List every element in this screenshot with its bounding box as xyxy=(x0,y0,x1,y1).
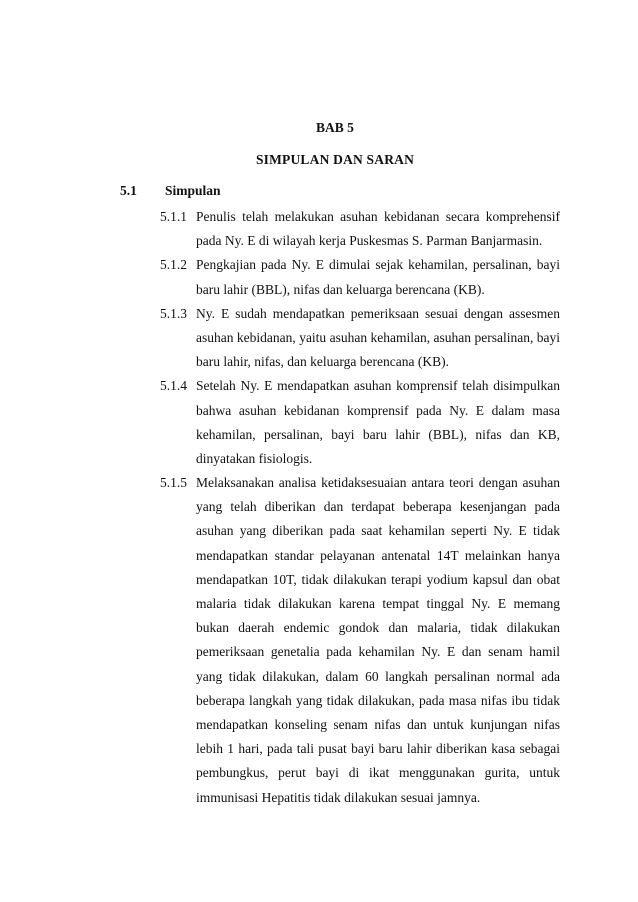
list-item-number: 5.1.1 xyxy=(160,209,187,224)
section-title: Simpulan xyxy=(165,183,221,198)
list-item-text-line: yang tidak dilakukan, dalam 60 langkah persalinan normal ada xyxy=(196,668,560,684)
list-item-text-line: mendapatkan standar pelayanan antenatal 14T melainkan hanya xyxy=(196,547,560,563)
list-item-text-line: pada Ny. E di wilayah kerja Puskesmas S. Parman Banjarmasin. xyxy=(196,233,543,249)
list-item-text-line: Melaksanakan analisa ketidaksesuaian antara teori dengan asuhan xyxy=(196,475,560,491)
list-item xyxy=(160,302,560,375)
list-item-text-line: Ny. E sudah mendapatkan pemeriksaan sesuai dengan assesmen xyxy=(196,305,560,321)
list-item xyxy=(160,471,560,810)
list-item-text-line: yang telah diberikan dan terdapat beberapa kesenjangan pada xyxy=(196,499,560,515)
list-item xyxy=(160,253,560,301)
list-item-text-line: dinyatakan fisiologis. xyxy=(196,450,313,466)
list-item-text-line: Penulis telah melakukan asuhan kebidanan secara komprehensif xyxy=(196,209,560,224)
list-item-text-line: lebih 1 hari, pada tali pusat bayi baru lahir diberikan kasa sebagai xyxy=(196,741,560,757)
conclusion-list xyxy=(160,205,560,810)
list-item-number: 5.1.3 xyxy=(160,305,187,321)
list-item xyxy=(160,205,560,253)
list-item-text-line: mendapatkan 10T, tidak dilakukan terapi yodium kapsul dan obat xyxy=(196,571,560,587)
list-item-text-line: mendapatkan konseling senam nifas dan untuk kunjungan nifas xyxy=(196,716,560,732)
list-item-text-line: immunisasi Hepatitis tidak dilakukan sesuai jamnya. xyxy=(196,789,481,805)
list-item-text-line: bahwa asuhan kebidanan komprensif pada Ny. E dalam masa xyxy=(196,402,560,418)
list-item-text-line: baru lahir, nifas, dan keluarga berencana (KB). xyxy=(196,354,449,370)
list-item-text-line: asuhan kebidanan, yaitu asuhan kehamilan, asuhan persalinan, bayi xyxy=(196,329,560,345)
list-item-text-line: baru lahir (BBL), nifas dan keluarga berencana (KB). xyxy=(196,281,485,297)
list-item-text-line: bukan daerah endemic gondok dan malaria, tidak dilakukan xyxy=(196,620,560,636)
list-item-text-line: pemeriksaan genetalia pada kehamilan Ny. E dan senam hamil xyxy=(196,644,560,660)
list-item-text-line: malaria tidak dilakukan karena tempat tinggal Ny. E memang xyxy=(196,596,560,611)
list-item-number: 5.1.4 xyxy=(160,378,187,394)
list-item-text-line: kehamilan, persalinan, bayi baru lahir (BBL), nifas dan KB, xyxy=(196,426,560,442)
list-item-text-line: pembungkus, perut bayi di ikat menggunakan gurita, untuk xyxy=(196,765,560,781)
chapter-number: BAB 5 xyxy=(316,120,354,135)
list-item-text-line: Setelah Ny. E mendapatkan asuhan komprensif telah disimpulkan xyxy=(196,378,560,394)
section-number: 5.1 xyxy=(120,183,137,198)
list-item xyxy=(160,374,560,471)
list-item-text-line: asuhan yang diberikan pada saat kehamilan seperti Ny. E tidak xyxy=(196,523,560,539)
chapter-title: SIMPULAN DAN SARAN xyxy=(255,152,415,167)
list-item-number: 5.1.5 xyxy=(160,475,187,491)
list-item-number: 5.1.2 xyxy=(160,257,187,273)
list-item-text-line: Pengkajian pada Ny. E dimulai sejak kehamilan, persalinan, bayi xyxy=(196,257,560,273)
list-item-text-line: beberapa langkah yang tidak dilakukan, pada masa nifas ibu tidak xyxy=(196,692,560,708)
